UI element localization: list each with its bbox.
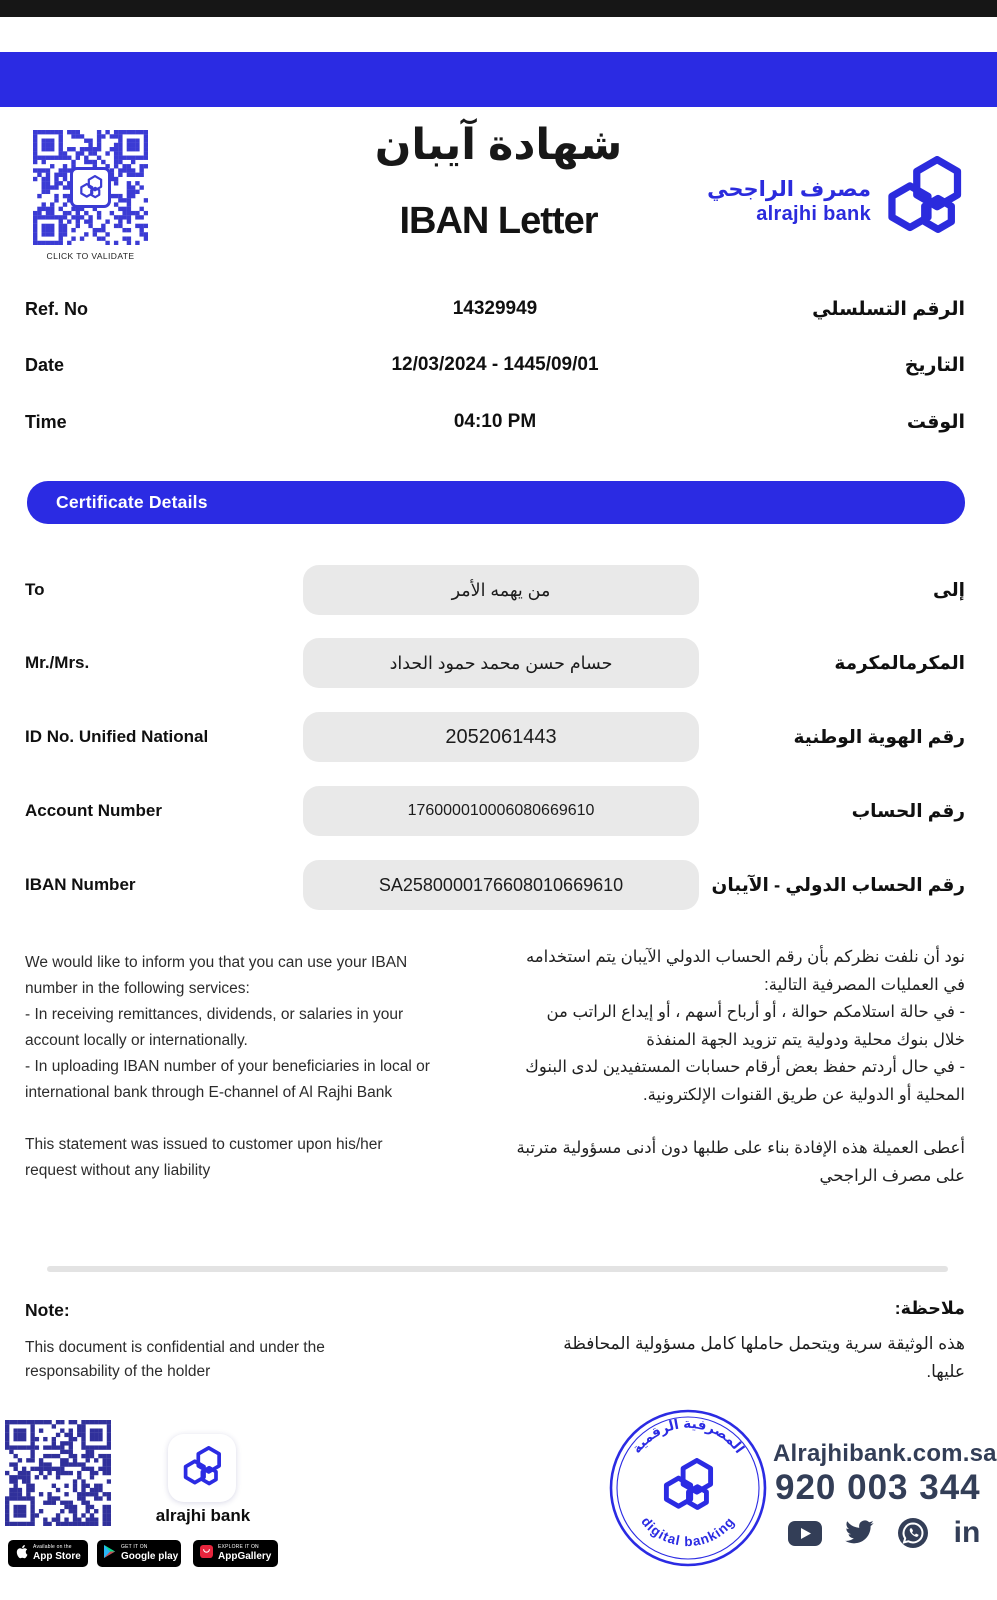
iban-value: SA2580000176608010669610 [378, 874, 624, 895]
app-name-label: alrajhi bank [155, 1506, 251, 1525]
time-label-ar: الوقت [906, 411, 965, 433]
name-row [0, 638, 997, 688]
ref-no-label-en: Ref. No [25, 298, 88, 319]
info-ar-point2: - في حال أردتم حفظ بعض أرقام حسابات المستفيدين لدى البنوك المحلية أو الدولية عن طريق القنوات الإلكترونية. [525, 1058, 965, 1104]
google-play-icon [104, 1545, 116, 1563]
bank-phone-number: 920 003 344 [775, 1468, 981, 1507]
id-label-ar: رقم الهوية الوطنية [793, 726, 965, 747]
time-label-en: Time [25, 411, 67, 432]
document-title-arabic: شهادة آيبان [374, 121, 623, 169]
app-gallery-icon [200, 1545, 213, 1563]
to-label-ar: إلى [932, 579, 965, 600]
name-value: حسام حسن محمد حمود الحداد [389, 652, 613, 673]
top-black-bar [0, 0, 997, 17]
bank-logo [707, 156, 967, 247]
bank-website-link[interactable]: Alrajhibank.com.sa [773, 1440, 997, 1467]
name-label-en: Mr./Mrs. [25, 653, 90, 672]
to-value: من يهمه الأمر [451, 579, 551, 600]
google-play-badge[interactable] [97, 1540, 181, 1567]
date-label-en: Date [25, 354, 65, 375]
to-row [0, 565, 997, 615]
account-label-ar: رقم الحساب [851, 800, 965, 821]
to-value-pill [303, 565, 699, 615]
badge-top-text: GET IT ON [121, 1544, 148, 1551]
date-value: 12/03/2024 - 1445/09/01 [391, 354, 599, 375]
id-row [0, 712, 997, 762]
app-gallery-badge[interactable] [193, 1540, 278, 1567]
time-value: 04:10 PM [453, 411, 537, 432]
app-store-badge[interactable] [8, 1540, 88, 1567]
ref-no-value: 14329949 [452, 298, 538, 319]
id-value-pill [303, 712, 699, 762]
note-label-ar: ملاحظة: [894, 1298, 965, 1318]
info-ar-point1: - في حالة استلامكم حوالة ، أو أرباح أسهم ، أو إيداع الراتب من خلال بنوك محلية ودولية يتم تزويد الجهة المنفذة [546, 1003, 965, 1049]
document-title-english: IBAN Letter [399, 200, 598, 242]
info-ar-closing: أعطى العميلة هذه الإفادة بناء على طلبها دون أدنى مسؤولية مترتبة على مصرف الراجحي [516, 1139, 965, 1185]
name-label-ar: المكرمالمكرمة [834, 652, 965, 673]
digital-banking-stamp [606, 1406, 770, 1570]
iban-value-pill [303, 860, 699, 910]
note-label-en: Note: [25, 1300, 70, 1320]
badge-store-name: App Store [33, 1550, 81, 1562]
date-row [25, 352, 965, 378]
account-value-pill [303, 786, 699, 836]
whatsapp-icon[interactable] [896, 1516, 930, 1550]
name-value-pill [303, 638, 699, 688]
badge-top-text: Available on the [33, 1544, 72, 1551]
youtube-icon[interactable] [788, 1516, 822, 1550]
info-en-closing: This statement was issued to customer upon his/her request without any liability [25, 1136, 383, 1179]
info-paragraph-arabic [515, 944, 965, 1190]
section-title: Certificate Details [56, 492, 208, 512]
badge-store-name: Google play [121, 1550, 179, 1562]
note-text-ar: هذه الوثيقة سرية ويتحمل حاملها كامل مسؤولية المحافظة عليها. [563, 1334, 965, 1381]
account-label-en: Account Number [25, 801, 162, 820]
note-text-en: This document is confidential and under the responsability of the holder [25, 1339, 325, 1380]
id-value: 2052061443 [445, 725, 557, 748]
apple-icon [15, 1544, 28, 1564]
account-row [0, 786, 997, 836]
date-label-ar: التاريخ [904, 354, 965, 376]
bank-name-english: alrajhi bank [756, 203, 871, 226]
info-paragraph-english [25, 950, 437, 1184]
stamp-text-arabic: المصرفية الرقمية [628, 1415, 748, 1456]
info-en-intro: We would like to inform you that you can use your IBAN number in the following services: [25, 954, 408, 997]
section-divider [47, 1266, 948, 1272]
to-label-en: To [25, 580, 45, 599]
linkedin-icon[interactable]: in [953, 1516, 981, 1549]
app-download-qr-code [5, 1420, 111, 1526]
header-blue-bar [0, 52, 997, 107]
badge-top-text: EXPLORE IT ON [218, 1544, 259, 1551]
ref-no-label-ar: الرقم التسلسلي [812, 298, 965, 320]
stamp-text-english: digital banking [638, 1513, 738, 1550]
iban-row [0, 860, 997, 910]
iban-label-en: IBAN Number [25, 875, 136, 894]
bank-app-icon [168, 1434, 236, 1502]
twitter-icon[interactable] [842, 1516, 876, 1550]
info-ar-intro: نود أن نلفت نظركم بأن رقم الحساب الدولي الآيبان يتم استخدامه في العمليات المصرفية التالية: [525, 948, 965, 994]
alrajhi-hexagon-logo-icon [881, 156, 967, 247]
info-en-point1: - In receiving remittances, dividends, or salaries in your account locally or internationally. [25, 1006, 404, 1049]
iban-label-ar: رقم الحساب الدولي - الآيبان [711, 874, 965, 895]
id-label-en: ID No. Unified National [25, 727, 209, 746]
social-icons-row [788, 1516, 984, 1550]
account-value: 176000010006080669610 [407, 802, 595, 819]
bank-name-arabic: مصرف الراجحي [707, 177, 871, 201]
ref-no-row [25, 296, 965, 322]
qr-caption[interactable]: CLICK TO VALIDATE [46, 251, 135, 261]
certificate-details-section-bar [27, 481, 965, 524]
time-row [25, 409, 965, 435]
info-en-point2: - In uploading IBAN number of your beneficiaries in local or international bank through E-channel of Al Rajhi Bank [25, 1058, 430, 1101]
badge-store-name: AppGallery [218, 1550, 272, 1562]
